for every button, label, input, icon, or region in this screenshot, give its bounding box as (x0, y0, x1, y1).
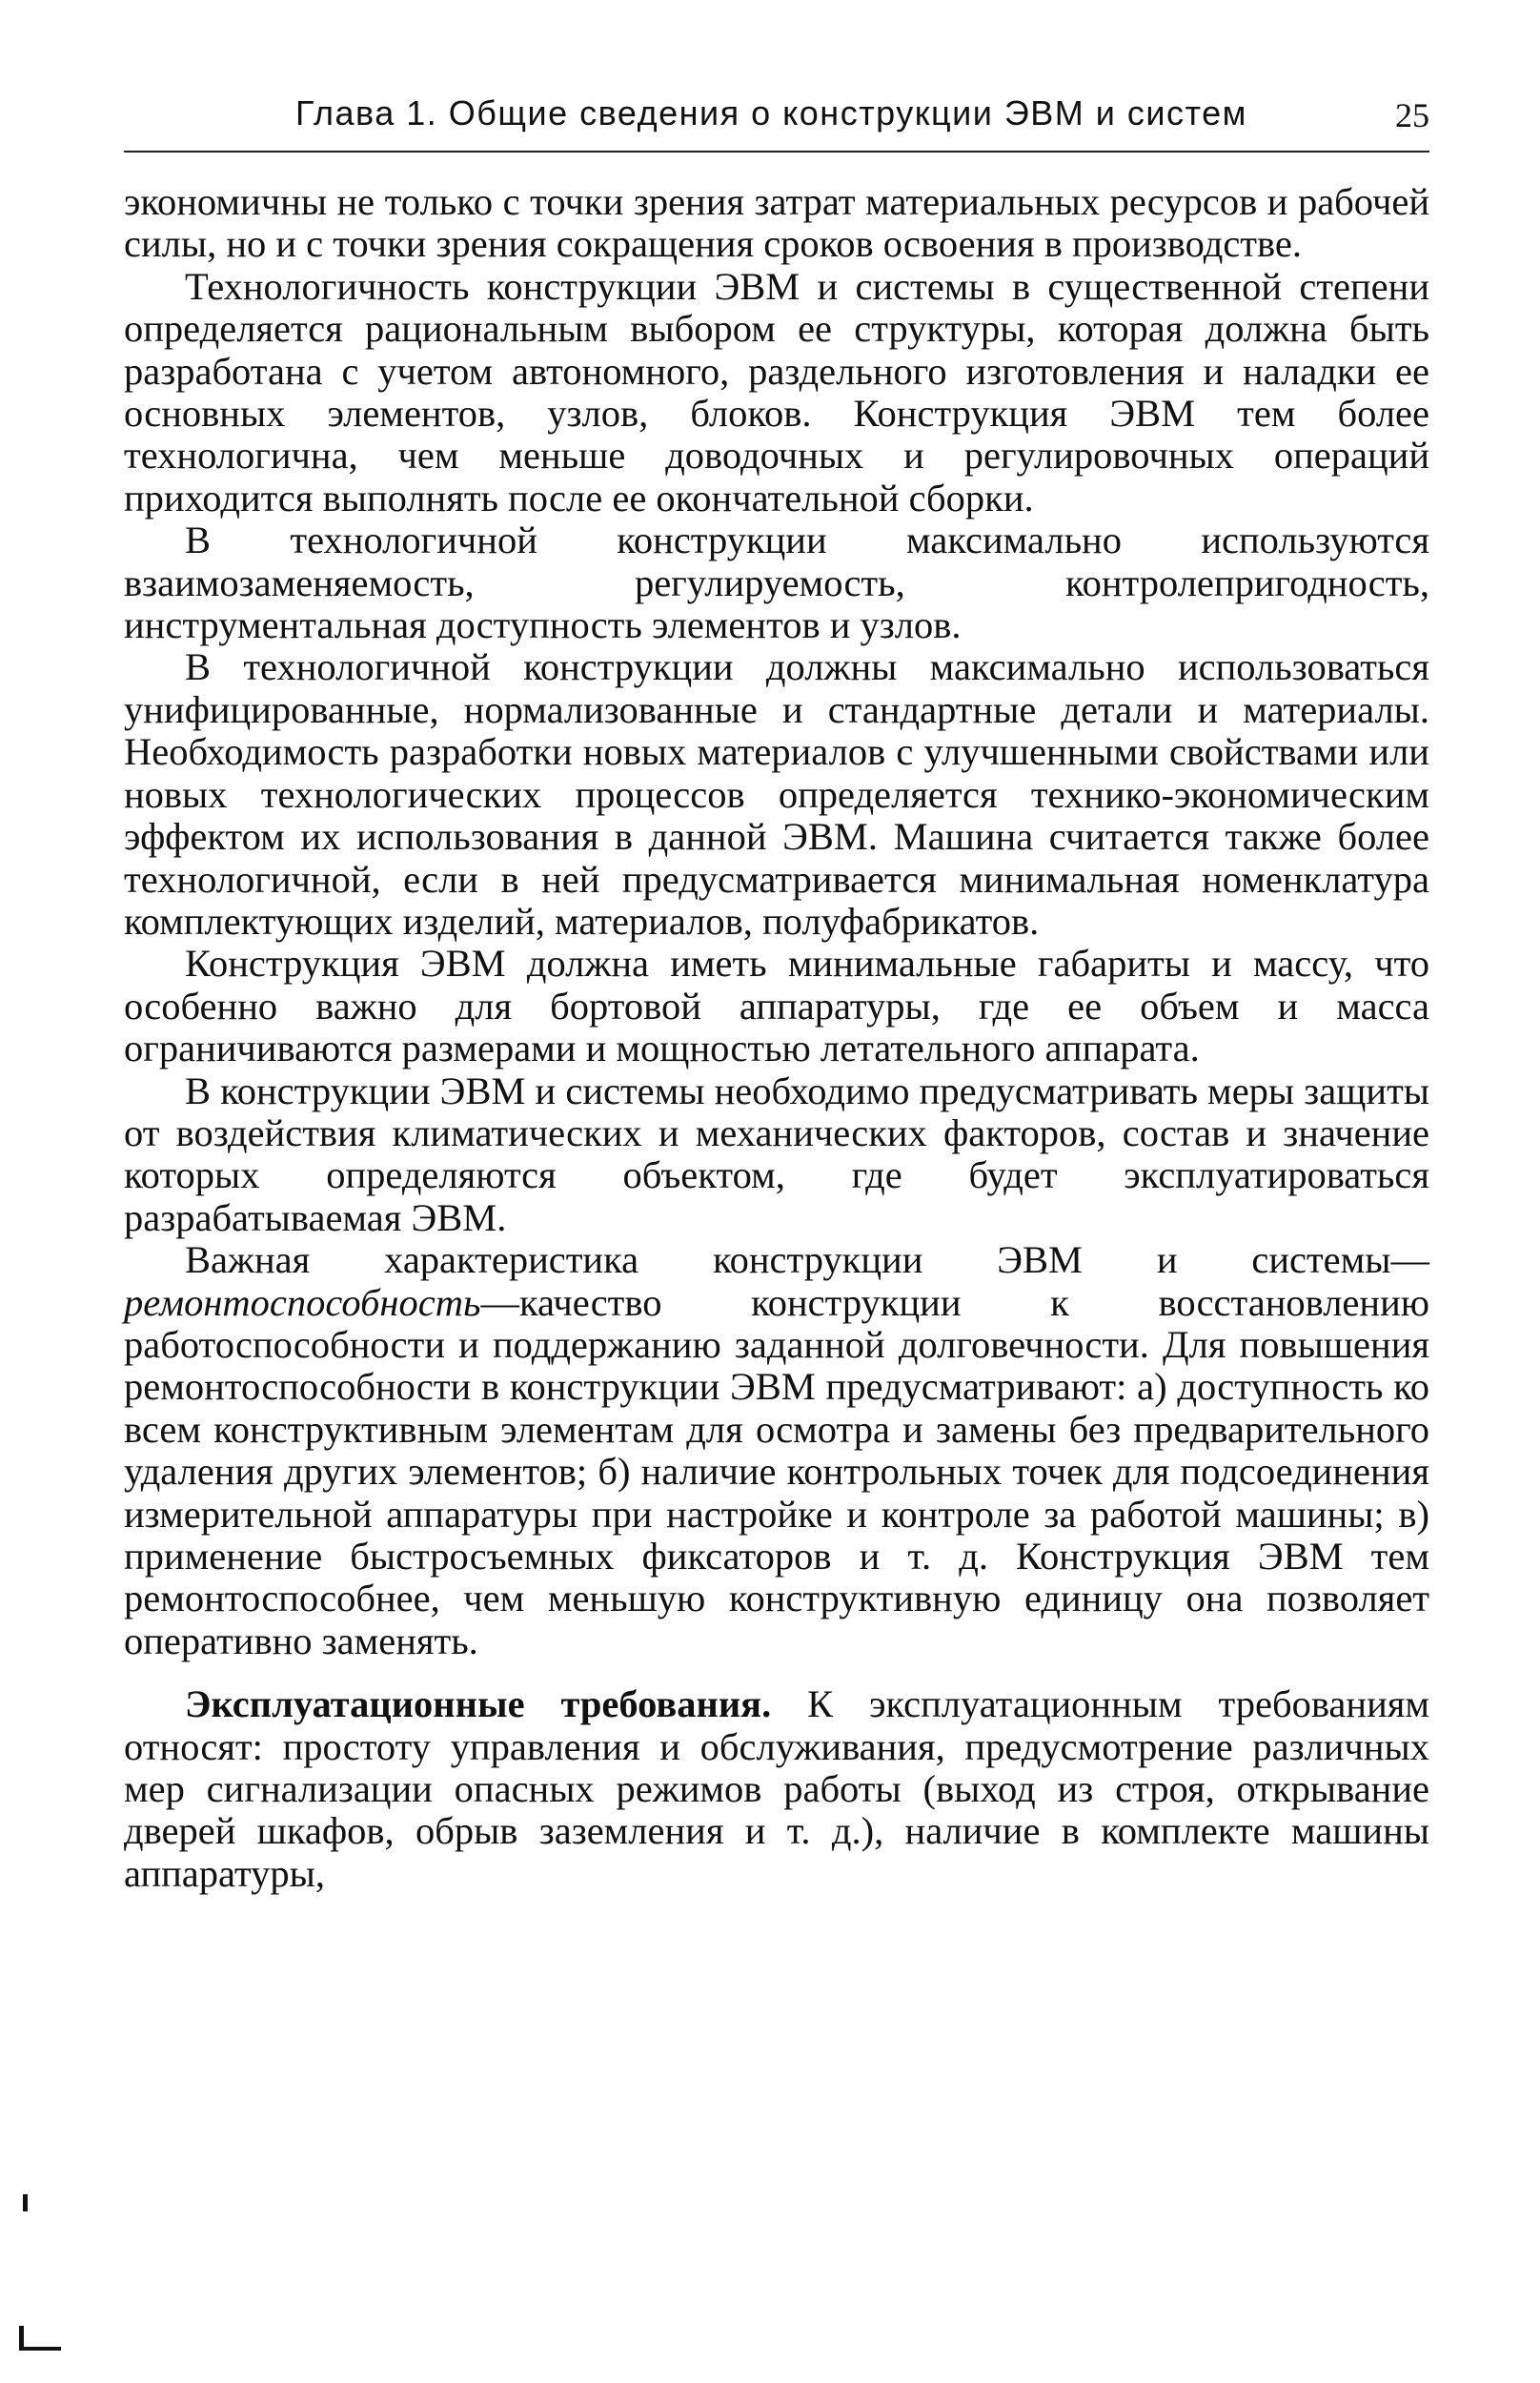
margin-mark (23, 2194, 28, 2211)
corner-mark (19, 2326, 61, 2351)
paragraph-manufacturability: Технологичность конструкции ЭВМ и системы в существенной степени определяется рациональным выбором ее структуры, которая должна быть разработана с учетом автономного, раздельного изготовления и наладки ее основных элементов, узлов, блоков. Конструкция ЭВМ тем более технологична, чем меньше доводочных и регулировочных операций приходится выполнять после ее окончательной сборки. (124, 264, 1429, 519)
operational-heading: Эксплуатационные требования. (185, 1682, 772, 1726)
chapter-title: Глава 1. Общие сведения о конструкции ЭВМ и систем (295, 93, 1247, 132)
paragraph-operational (124, 1683, 1429, 1895)
operational-text: К эксплуатационным требованиям относят: простоту управления и обслуживания, предусмотрение различных мер сигнализации опасных режимов работы (выход из строя, открывание дверей шкафов, обрыв заземления и т. д.), наличие в комплекте машины аппаратуры, (124, 1682, 1430, 1895)
paragraph-unification: В технологичной конструкции должны максимально использоваться унифицированные, нормализованные и стандартные детали и материалы. Необходимость разработки новых материалов с улучшенными свойствами или новых технологических процессов определяется технико-экономическим эффектом их использования в данной ЭВМ. Машина считается также более технологичной, если в ней предусматривается минимальная номенклатура комплектующих изделий, материалов, полуфабрикатов. (124, 645, 1429, 943)
running-header (124, 93, 1429, 141)
repairability-text: —качество конструкции к восстановлению работоспособности и поддержанию заданной долговечности. Для повышения ремонтоспособности в конструкции ЭВМ предусматривают: а) доступность ко всем конструктивным элементам для осмотра и замены без предварительного удаления других элементов; б) наличие контрольных точек для подсоединения измерительной аппаратуры при настройке и контроле за работой машины; в) применение быстросъемных фиксаторов и т. д. Конструкция ЭВМ тем ремонтоспособнее, чем меньшую конструктивную единицу она позволяет оперативно заменять. (124, 1280, 1429, 1662)
paragraph-protection: В конструкции ЭВМ и системы необходимо предусматривать меры защиты от воздействия климатических и механических факторов, состав и значение которых определяются объектом, где будет эксплуатироваться разрабатываемая ЭВМ. (124, 1069, 1429, 1239)
repairability-lead: Важная характеристика конструкции ЭВМ и системы— (185, 1238, 1429, 1282)
body-text (124, 181, 1429, 1895)
repairability-term: ремонтоспособность (124, 1280, 481, 1324)
paragraph-interchangeability: В технологичной конструкции максимально используются взаимозаменяемость, регулируемость, контролепригодность, инструментальная доступность элементов и узлов. (124, 519, 1429, 647)
paragraph-repairability (124, 1239, 1429, 1662)
paragraph-dimensions: Конструкция ЭВМ должна иметь минимальные габариты и массу, что особенно важно для бортовой аппаратуры, где ее объем и масса ограничиваются размерами и мощностью летательного аппарата. (124, 942, 1429, 1070)
header-rule (124, 151, 1429, 153)
page-number: 25 (1395, 96, 1429, 134)
paragraph-continuation: экономичны не только с точки зрения затрат материальных ресурсов и рабочей силы, но и с точки зрения сокращения сроков освоения в производстве. (124, 180, 1429, 266)
